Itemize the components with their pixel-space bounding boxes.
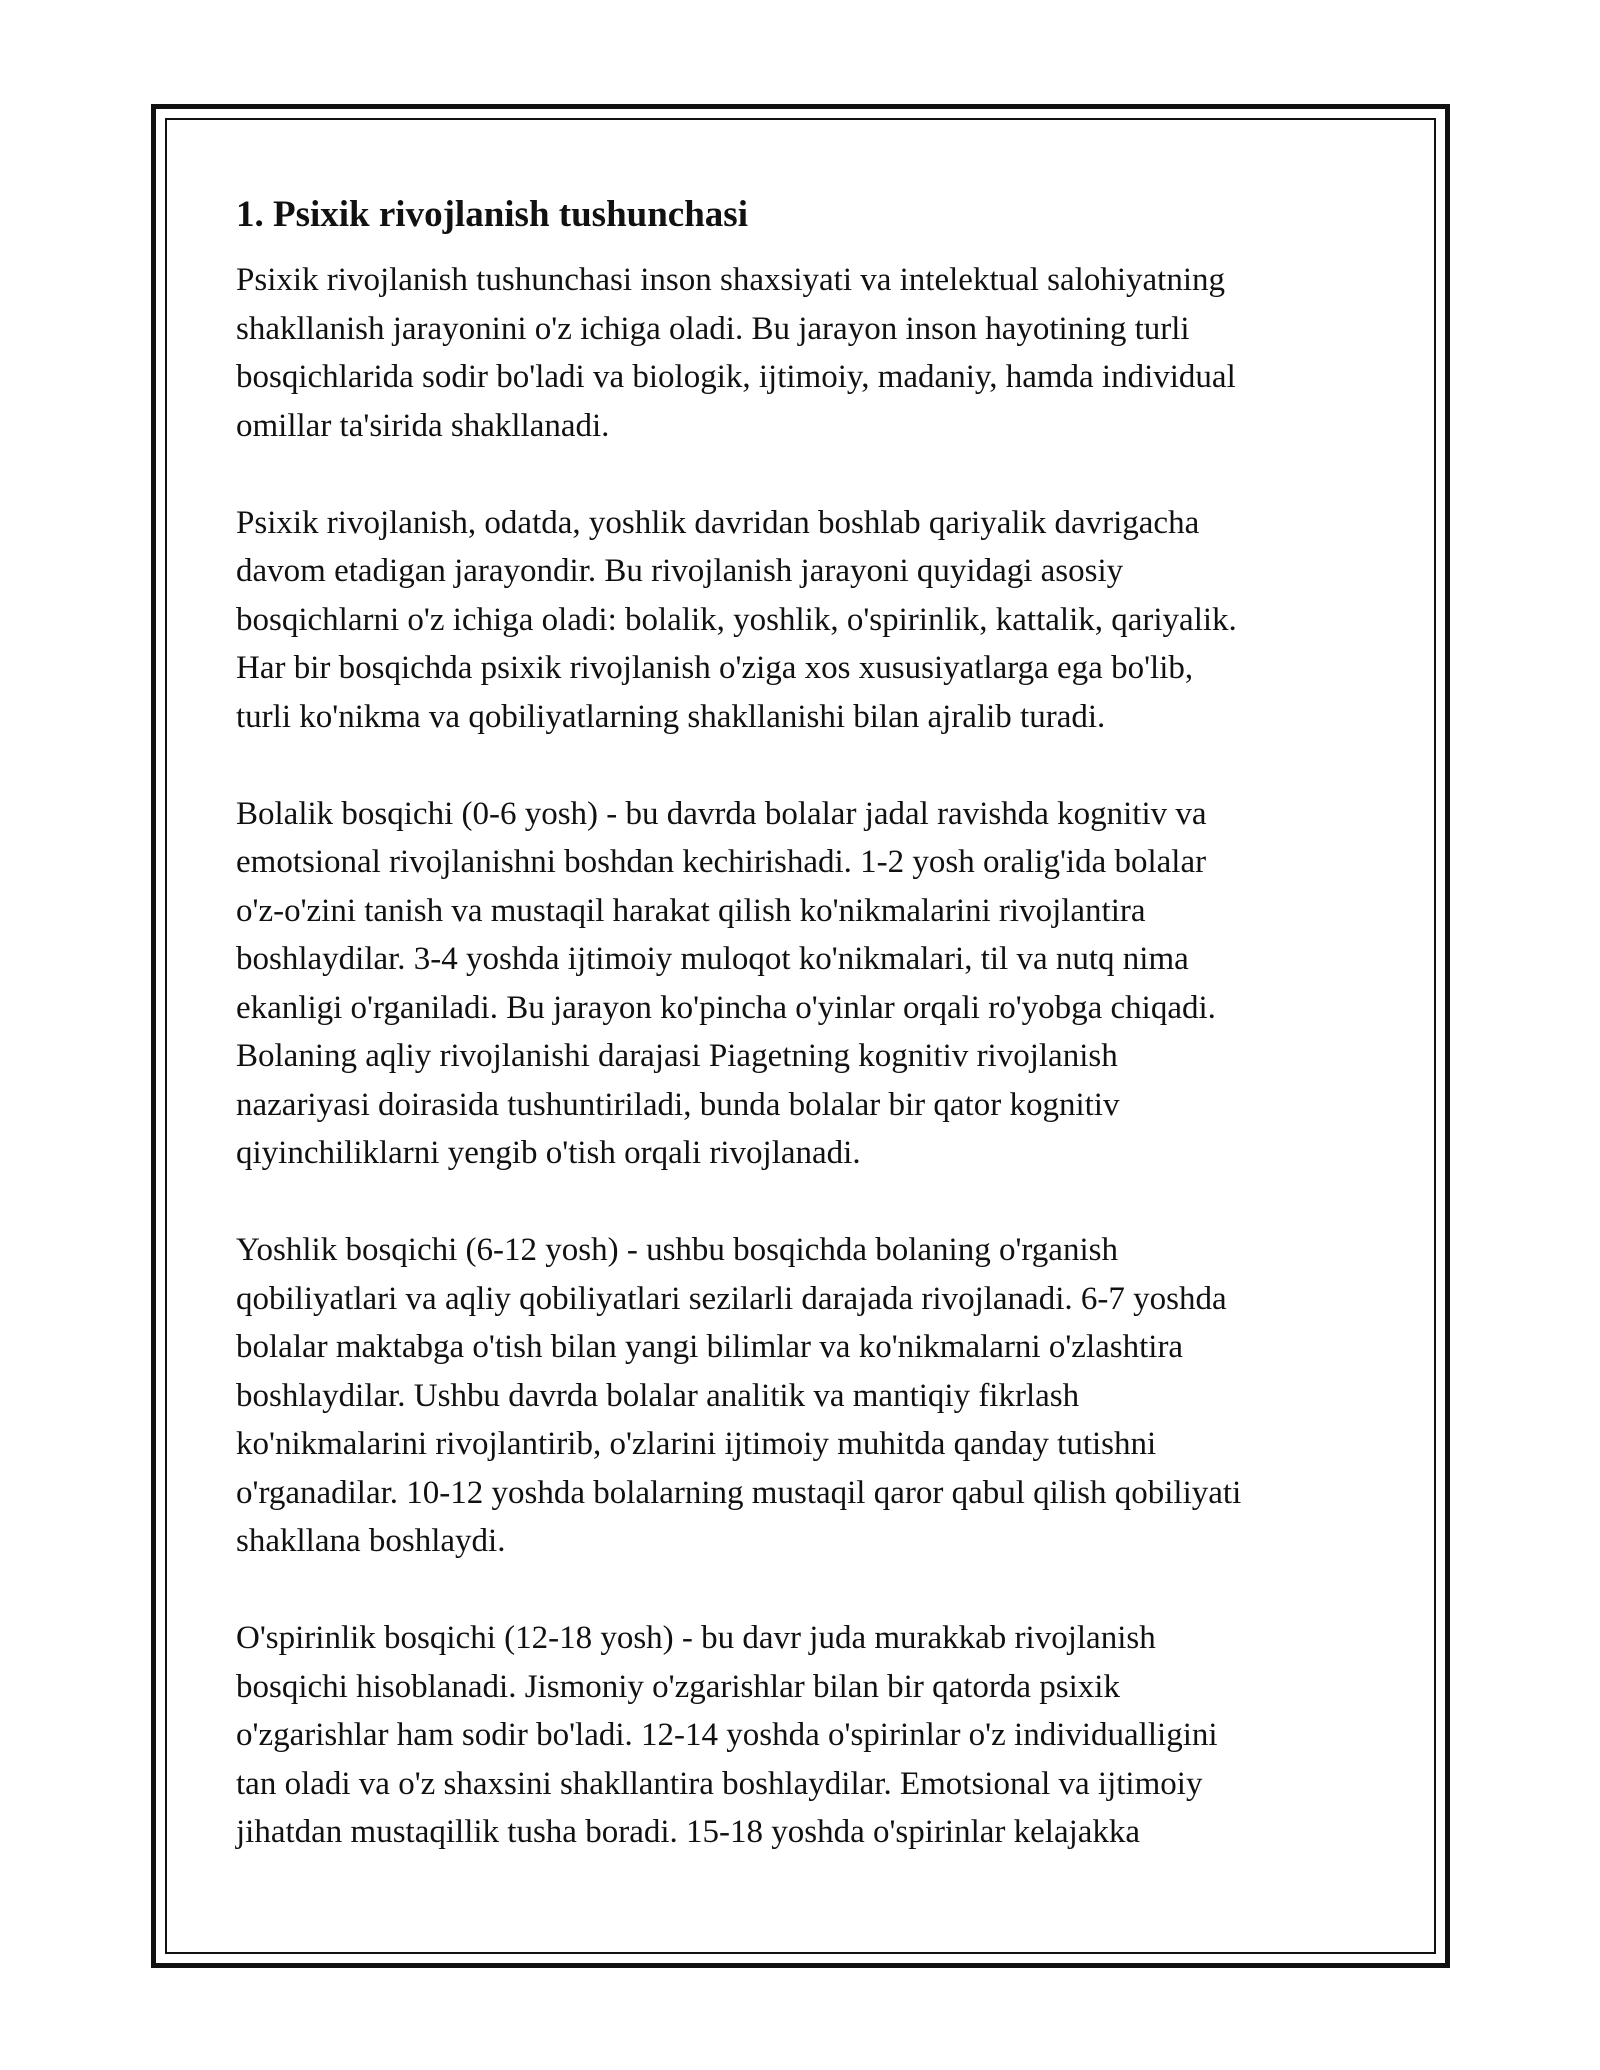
text-line: davom etadigan jarayondir. Bu rivojlanish jarayoni quyidagi asosiy <box>236 553 1124 589</box>
text-line: bolalar maktabga o'tish bilan yangi bilimlar va ko'nikmalarni o'zlashtira <box>236 1329 1184 1365</box>
section-heading: 1. Psixik rivojlanish tushunchasi <box>236 194 748 235</box>
text-line: nazariyasi doirasida tushuntiriladi, bunda bolalar bir qator kognitiv <box>236 1086 1120 1123</box>
text-line: bosqichlarida sodir bo'ladi va biologik, ijtimoiy, madaniy, hamda individual <box>236 359 1236 395</box>
text-line: Bolaning aqliy rivojlanishi darajasi Piagetning kognitiv rivojlanish <box>236 1038 1118 1074</box>
paragraph-adolescence <box>236 1614 1366 1857</box>
paragraph-youth <box>236 1226 1366 1566</box>
text-line: emotsional rivojlanishni boshdan kechirishadi. 1-2 yosh oralig'ida bolalar <box>236 844 1207 880</box>
text-line: o'z-o'zini tanish va mustaqil harakat qilish ko'nikmalarini rivojlantira <box>236 892 1146 929</box>
text-line: qiyinchiliklarni yengib o'tish orqali rivojlanadi. <box>236 1135 861 1171</box>
text-line: tan oladi va o'z shaxsini shakllantira boshlaydilar. Emotsional va ijtimoiy <box>236 1765 1203 1802</box>
text-line: shakllanish jarayonini o'z ichiga oladi. Bu jarayon inson hayotining turli <box>236 310 1190 347</box>
text-line: Psixik rivojlanish, odatda, yoshlik davridan boshlab qariyalik davrigacha <box>236 504 1200 541</box>
text-line: o'zgarishlar ham sodir bo'ladi. 12-14 yoshda o'spirinlar o'z individualligini <box>236 1717 1218 1753</box>
text-line: bosqichlarni o'z ichiga oladi: bolalik, yoshlik, o'spirinlik, kattalik, qariyalik. <box>236 601 1237 638</box>
text-line: Yoshlik bosqichi (6-12 yosh) - ushbu bosqichda bolaning o'rganish <box>236 1232 1118 1268</box>
paragraph-childhood <box>236 790 1366 1178</box>
text-line: Bolalik bosqichi (0-6 yosh) - bu davrda bolalar jadal ravishda kognitiv va <box>236 795 1207 832</box>
paragraph-intro <box>236 256 1366 450</box>
text-line: o'rganadilar. 10-12 yoshda bolalarning mustaqil qaror qabul qilish qobiliyati <box>236 1474 1242 1511</box>
text-line: O'spirinlik bosqichi (12-18 yosh) - bu davr juda murakkab rivojlanish <box>236 1620 1156 1656</box>
text-line: ko'nikmalarini rivojlantirib, o'zlarini ijtimoiy muhitda qanday tutishni <box>236 1426 1157 1462</box>
text-line: omillar ta'sirida shakllanadi. <box>236 407 610 444</box>
text-line: boshlaydilar. Ushbu davrda bolalar analitik va mantiqiy fikrlash <box>236 1377 1080 1414</box>
text-line: qobiliyatlari va aqliy qobiliyatlari sezilarli darajada rivojlanadi. 6-7 yoshda <box>236 1280 1227 1317</box>
text-line: bosqichi hisoblanadi. Jismoniy o'zgarishlar bilan bir qatorda psixik <box>236 1668 1120 1705</box>
document-body <box>236 190 1366 1905</box>
text-line: ekanligi o'rganiladi. Bu jarayon ko'pincha o'yinlar orqali ro'yobga chiqadi. <box>236 989 1216 1026</box>
text-line: shakllana boshlaydi. <box>236 1523 506 1559</box>
text-line: Psixik rivojlanish tushunchasi inson shaxsiyati va intelektual salohiyatning <box>236 262 1225 298</box>
text-line: jihatdan mustaqillik tusha boradi. 15-18 yoshda o'spirinlar kelajakka <box>236 1814 1141 1850</box>
text-line: boshlaydilar. 3-4 yoshda ijtimoiy muloqot ko'nikmalari, til va nutq nima <box>236 941 1189 977</box>
paragraph-stages <box>236 499 1366 742</box>
text-line: Har bir bosqichda psixik rivojlanish o'ziga xos xususiyatlarga ega bo'lib, <box>236 650 1194 686</box>
text-line: turli ko'nikma va qobiliyatlarning shakllanishi bilan ajralib turadi. <box>236 698 1106 735</box>
